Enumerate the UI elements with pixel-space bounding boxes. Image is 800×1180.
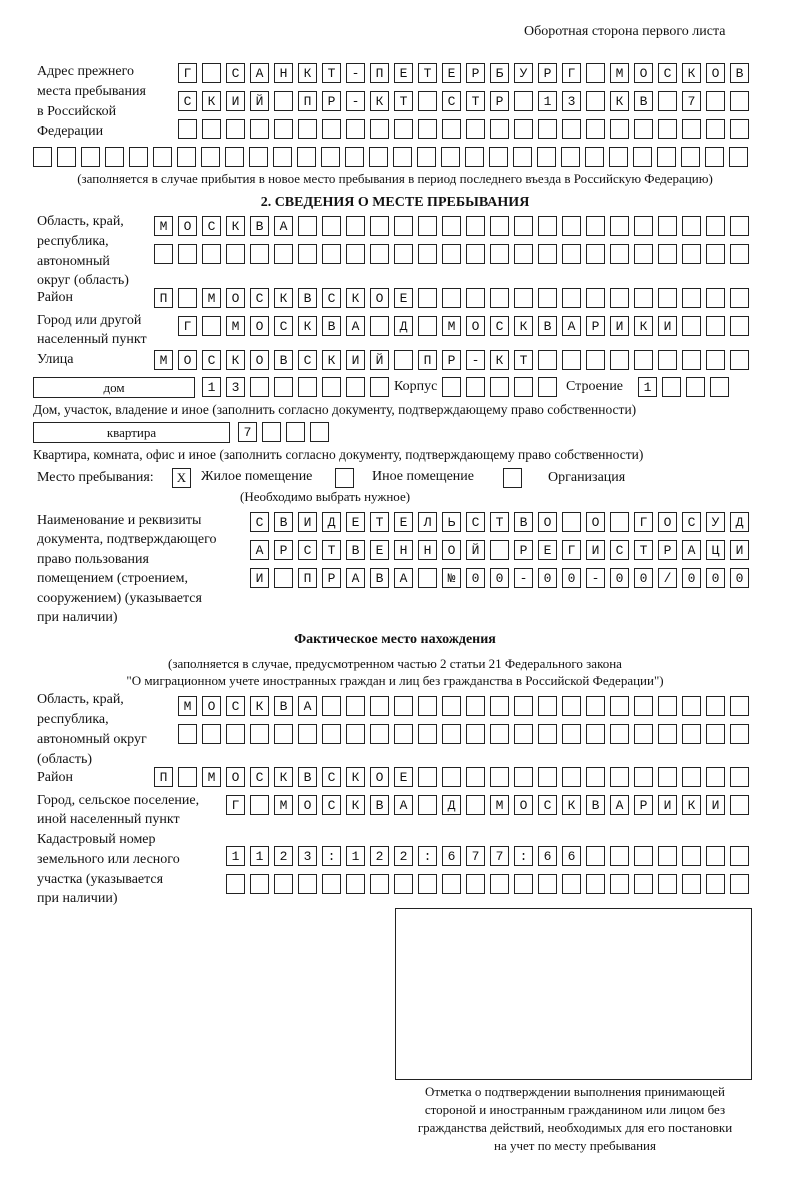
street-row-text: МОСКОВСКИЙ ПР-КТ	[159, 353, 544, 368]
prev-address-row-cell[interactable]	[249, 147, 268, 167]
city-row-text: Г МОСКВА Д МОСКВАРИКИ	[183, 319, 688, 334]
doc-label: документа, подтверждающего	[37, 532, 217, 547]
actual-region-row-cell[interactable]	[274, 724, 293, 744]
actual-region-row-cell[interactable]	[346, 724, 365, 744]
region-row-cell[interactable]	[346, 244, 365, 264]
prev-address-row-cell[interactable]	[129, 147, 148, 167]
cadastre-row-cell[interactable]	[538, 874, 557, 894]
checkbox-other-premises[interactable]	[335, 468, 354, 488]
document-row-text: СВИДЕТЕЛЬСТВО О ГОСУД	[255, 515, 760, 530]
korpus-row-cell[interactable]	[538, 377, 557, 397]
cadastre-row-cell[interactable]	[490, 874, 509, 894]
prev-address-row-cell[interactable]	[681, 147, 700, 167]
prev-address-row-cell[interactable]	[250, 119, 269, 139]
actual-district-label: Район	[37, 770, 73, 785]
actual-city-label: Город, сельское поселение,	[37, 793, 200, 808]
region-label: округ (область)	[37, 273, 129, 288]
prev-address-row-cell[interactable]	[730, 91, 749, 111]
region-row-cell[interactable]	[514, 244, 533, 264]
actual-district-row-text: П МОСКВСКОЕ	[159, 770, 424, 785]
actual-region-row-cell[interactable]	[490, 696, 509, 716]
region-row-cell[interactable]	[370, 244, 389, 264]
prev-address-row-cell[interactable]	[369, 147, 388, 167]
region-row-cell[interactable]	[490, 216, 509, 236]
actual-region-row-cell[interactable]	[202, 724, 221, 744]
prev-address-row-cell[interactable]	[490, 119, 509, 139]
region-row-cell[interactable]	[202, 244, 221, 264]
actual-region-row-cell[interactable]	[562, 696, 581, 716]
prev-address-row-cell[interactable]	[466, 119, 485, 139]
actual-region-row-cell[interactable]	[610, 696, 629, 716]
actual-region-row-cell[interactable]	[682, 724, 701, 744]
option-organization-label: Организация	[548, 470, 626, 485]
actual-note: (заполняется в случае, предусмотренном частью 2 статьи 21 Федерального закона	[168, 656, 622, 671]
actual-region-row-cell[interactable]	[706, 696, 725, 716]
actual-district-row-cell[interactable]	[658, 767, 677, 787]
actual-district-row-cell[interactable]	[634, 767, 653, 787]
street-row-cell[interactable]	[562, 350, 581, 370]
building-label: Строение	[566, 379, 624, 394]
actual-district-row-cell[interactable]	[514, 767, 533, 787]
cadastre-row-cell[interactable]	[226, 874, 245, 894]
street-row-cell[interactable]	[730, 350, 749, 370]
district-row-cell[interactable]	[538, 288, 557, 308]
cadastre-label: Кадастровый номер	[37, 832, 156, 847]
region-row-text: МОСКВА	[159, 219, 304, 234]
cadastre-row-cell[interactable]	[610, 874, 629, 894]
cadastre-row-cell[interactable]	[634, 874, 653, 894]
region-row-cell[interactable]	[154, 244, 173, 264]
prev-address-row-cell[interactable]	[514, 119, 533, 139]
cadastre-row-cell[interactable]	[322, 874, 341, 894]
actual-region-row-cell[interactable]	[226, 724, 245, 744]
actual-region-row-cell[interactable]	[514, 724, 533, 744]
house-number-row-cell[interactable]	[274, 377, 293, 397]
stamp-caption: на учет по месту пребывания	[494, 1138, 656, 1153]
actual-region-row-text: МОСКВА	[183, 699, 328, 714]
region-row-cell[interactable]	[466, 244, 485, 264]
region-row-cell[interactable]	[442, 216, 461, 236]
building-row-cell[interactable]	[710, 377, 729, 397]
region-row-cell[interactable]	[610, 244, 629, 264]
house-number-row-cell[interactable]	[346, 377, 365, 397]
city-row-cell[interactable]	[706, 316, 725, 336]
actual-city-label: иной населенный пункт	[37, 812, 180, 827]
region-row-cell[interactable]	[514, 216, 533, 236]
prev-address-row-cell[interactable]	[537, 147, 556, 167]
actual-district-row-cell[interactable]	[490, 767, 509, 787]
flat-number-row-cell[interactable]	[310, 422, 329, 442]
prev-address-row-cell[interactable]	[441, 147, 460, 167]
checkbox-organization[interactable]	[503, 468, 522, 488]
region-row-cell[interactable]	[658, 216, 677, 236]
actual-region-row-cell[interactable]	[610, 724, 629, 744]
cadastre-row-cell[interactable]	[442, 874, 461, 894]
region-row-cell[interactable]	[730, 244, 749, 264]
region-row-cell[interactable]	[178, 244, 197, 264]
region-row-cell[interactable]	[394, 244, 413, 264]
cadastre-row-cell[interactable]	[514, 874, 533, 894]
doc-label: при наличии)	[37, 610, 118, 625]
district-row-cell[interactable]	[730, 288, 749, 308]
flat-number-row-text: 7	[243, 425, 268, 440]
prev-address-label: Федерации	[37, 124, 104, 139]
actual-region-row-cell[interactable]	[658, 696, 677, 716]
region-row-cell[interactable]	[682, 244, 701, 264]
actual-district-row-cell[interactable]	[682, 767, 701, 787]
actual-region-row-cell[interactable]	[538, 696, 557, 716]
cadastre-label: земельного или лесного	[37, 852, 180, 867]
page-header: Оборотная сторона первого листа	[524, 24, 726, 39]
confirmation-stamp-box	[395, 908, 752, 1080]
prev-address-row-cell[interactable]	[657, 147, 676, 167]
prev-address-row-cell[interactable]	[562, 119, 581, 139]
korpus-row-cell[interactable]	[466, 377, 485, 397]
actual-district-row-cell[interactable]	[442, 767, 461, 787]
prev-address-row-cell[interactable]	[658, 119, 677, 139]
cadastre-row-cell[interactable]	[682, 874, 701, 894]
prev-address-row-cell[interactable]	[225, 147, 244, 167]
house-number-row-text: 13	[207, 380, 256, 395]
district-row-cell[interactable]	[634, 288, 653, 308]
cadastre-row-cell[interactable]	[418, 874, 437, 894]
actual-note: "О миграционном учете иностранных граждан и лиц без гражданства в Российской Федерации")	[126, 673, 664, 688]
doc-label: сооружением) (указывается	[37, 591, 202, 606]
actual-city-row-text: Г МОСКВА Д МОСКВАРИКИ	[231, 798, 736, 813]
street-row-cell[interactable]	[706, 350, 725, 370]
region-row-cell[interactable]	[418, 216, 437, 236]
actual-region-row-cell[interactable]	[538, 724, 557, 744]
cadastre-row-cell[interactable]	[706, 846, 725, 866]
cadastre-row-cell[interactable]	[370, 874, 389, 894]
prev-address-row-cell[interactable]	[585, 147, 604, 167]
prev-address-row-cell[interactable]	[33, 147, 52, 167]
prev-address-row-cell[interactable]	[178, 119, 197, 139]
street-row-cell[interactable]	[682, 350, 701, 370]
region-row-cell[interactable]	[562, 244, 581, 264]
doc-label: право пользования	[37, 552, 149, 567]
region-label: Область, край,	[37, 214, 124, 229]
actual-title: Фактическое место нахождения	[294, 632, 496, 647]
prev-address-row-cell[interactable]	[442, 119, 461, 139]
district-row-cell[interactable]	[586, 288, 605, 308]
prev-address-row-cell[interactable]	[465, 147, 484, 167]
cadastre-row-cell[interactable]	[634, 846, 653, 866]
prev-address-row-cell[interactable]	[610, 119, 629, 139]
actual-region-row-cell[interactable]	[298, 724, 317, 744]
cadastre-row-cell[interactable]	[658, 874, 677, 894]
house-number-row-cell[interactable]	[322, 377, 341, 397]
prev-address-label: места пребывания	[37, 84, 146, 99]
region-row-cell[interactable]	[490, 244, 509, 264]
stamp-caption: Отметка о подтверждении выполнения принимающей	[424, 1084, 726, 1099]
district-row-cell[interactable]	[466, 288, 485, 308]
stay-label: Место пребывания:	[37, 470, 154, 485]
actual-district-row-cell[interactable]	[586, 767, 605, 787]
option-other-premises-label: Иное помещение	[372, 469, 474, 484]
actual-district-row-cell[interactable]	[610, 767, 629, 787]
prev-address-label: Адрес прежнего	[37, 64, 134, 79]
region-row-cell[interactable]	[706, 244, 725, 264]
region-row-cell[interactable]	[658, 244, 677, 264]
prev-address-row-cell[interactable]	[321, 147, 340, 167]
district-label: Район	[37, 290, 73, 305]
prev-address-row-cell[interactable]	[394, 119, 413, 139]
region-row-cell[interactable]	[634, 244, 653, 264]
region-row-cell[interactable]	[682, 216, 701, 236]
actual-region-row-cell[interactable]	[466, 696, 485, 716]
cadastre-row-cell[interactable]	[682, 846, 701, 866]
stay-note: (Необходимо выбрать нужное)	[240, 489, 411, 504]
district-row-cell[interactable]	[490, 288, 509, 308]
korpus-row-cell[interactable]	[442, 377, 461, 397]
korpus-row-cell[interactable]	[490, 377, 509, 397]
actual-region-row-cell[interactable]	[634, 724, 653, 744]
actual-region-row-cell[interactable]	[562, 724, 581, 744]
cadastre-row-cell[interactable]	[730, 846, 749, 866]
region-row-cell[interactable]	[730, 216, 749, 236]
actual-region-row-cell[interactable]	[250, 724, 269, 744]
actual-region-row-cell[interactable]	[466, 724, 485, 744]
prev-address-row-cell[interactable]	[586, 119, 605, 139]
region-row-cell[interactable]	[586, 216, 605, 236]
house-number-row-cell[interactable]	[370, 377, 389, 397]
region-label: республика,	[37, 234, 109, 249]
cadastre-row-text: 1123:122:677:66	[231, 849, 592, 864]
prev-address-row-cell[interactable]	[682, 119, 701, 139]
actual-region-label: Область, край,	[37, 692, 124, 707]
actual-region-row-cell[interactable]	[634, 696, 653, 716]
region-row-cell[interactable]	[346, 216, 365, 236]
cadastre-row-cell[interactable]	[250, 874, 269, 894]
flat-note: Квартира, комната, офис и иное (заполнить согласно документу, подтверждающему право собственности)	[33, 447, 644, 462]
region-row-cell[interactable]	[322, 216, 341, 236]
actual-region-row-cell[interactable]	[586, 724, 605, 744]
doc-label: Наименование и реквизиты	[37, 513, 202, 528]
cadastre-row-cell[interactable]	[730, 874, 749, 894]
city-row-cell[interactable]	[730, 316, 749, 336]
cadastre-row-cell[interactable]	[274, 874, 293, 894]
region-row-cell[interactable]	[706, 216, 725, 236]
region-row-cell[interactable]	[250, 244, 269, 264]
district-row-text: П МОСКВСКОЕ	[159, 291, 424, 306]
street-row-cell[interactable]	[610, 350, 629, 370]
prev-address-row-cell[interactable]	[418, 119, 437, 139]
actual-region-row-cell[interactable]	[586, 696, 605, 716]
cadastre-row-cell[interactable]	[706, 874, 725, 894]
district-row-cell[interactable]	[442, 288, 461, 308]
cadastre-row-cell[interactable]	[298, 874, 317, 894]
flat-number-row-cell[interactable]	[286, 422, 305, 442]
region-row-cell[interactable]	[586, 244, 605, 264]
prev-address-row-cell[interactable]	[273, 147, 292, 167]
region-row-cell[interactable]	[610, 216, 629, 236]
district-row-cell[interactable]	[682, 288, 701, 308]
prev-address-row-cell[interactable]	[513, 147, 532, 167]
region-row-cell[interactable]	[466, 216, 485, 236]
document-row-text: АРСТВЕННОЙ РЕГИСТРАЦИ	[255, 543, 760, 558]
cadastre-row-cell[interactable]	[394, 874, 413, 894]
actual-region-label: автономный округ	[37, 732, 147, 747]
house-number-row-cell[interactable]	[298, 377, 317, 397]
prev-address-row-cell[interactable]	[706, 119, 725, 139]
prev-address-row-cell[interactable]	[393, 147, 412, 167]
prev-address-row-cell[interactable]	[705, 147, 724, 167]
region-row-cell[interactable]	[394, 216, 413, 236]
prev-address-row-cell[interactable]	[297, 147, 316, 167]
actual-region-row-cell[interactable]	[394, 724, 413, 744]
region-row-cell[interactable]	[322, 244, 341, 264]
prev-address-row-cell[interactable]	[561, 147, 580, 167]
actual-region-row-cell[interactable]	[442, 724, 461, 744]
cadastre-row-cell[interactable]	[466, 874, 485, 894]
prev-address-row-cell[interactable]	[274, 119, 293, 139]
doc-label: помещением (строением,	[37, 571, 188, 586]
street-label: Улица	[37, 352, 74, 367]
cadastre-label: при наличии)	[37, 891, 118, 906]
region-row-cell[interactable]	[298, 244, 317, 264]
street-row-cell[interactable]	[658, 350, 677, 370]
prev-address-row-cell[interactable]	[105, 147, 124, 167]
prev-address-row-cell[interactable]	[346, 119, 365, 139]
prev-address-row-cell[interactable]	[202, 119, 221, 139]
building-row-cell[interactable]	[686, 377, 705, 397]
prev-address-row-cell[interactable]	[489, 147, 508, 167]
region-row-cell[interactable]	[562, 216, 581, 236]
prev-address-row-text: СКИЙ ПР-КТ СТР 13 КВ 7	[183, 94, 712, 109]
prev-address-row-cell[interactable]	[201, 147, 220, 167]
prev-address-note: (заполняется в случае прибытия в новое место пребывания в период последнего въезда в Российскую Федерацию)	[77, 171, 713, 186]
option-residential-label: Жилое помещение	[201, 469, 313, 484]
actual-region-row-cell[interactable]	[418, 724, 437, 744]
actual-region-row-cell[interactable]	[682, 696, 701, 716]
cadastre-row-cell[interactable]	[610, 846, 629, 866]
actual-region-row-cell[interactable]	[706, 724, 725, 744]
region-row-cell[interactable]	[538, 244, 557, 264]
city-label: Город или другой	[37, 313, 142, 328]
actual-region-row-cell[interactable]	[730, 696, 749, 716]
cadastre-row-cell[interactable]	[586, 874, 605, 894]
actual-region-row-cell[interactable]	[346, 696, 365, 716]
prev-address-row-cell[interactable]	[370, 119, 389, 139]
flat-type-field[interactable]: квартира	[33, 422, 230, 443]
city-label: населенный пункт	[37, 332, 147, 347]
region-row-cell[interactable]	[226, 244, 245, 264]
actual-region-row-cell[interactable]	[658, 724, 677, 744]
cadastre-row-cell[interactable]	[562, 874, 581, 894]
cadastre-row-cell[interactable]	[346, 874, 365, 894]
actual-district-row-cell[interactable]	[706, 767, 725, 787]
district-row-cell[interactable]	[706, 288, 725, 308]
prev-address-label: в Российской	[37, 104, 117, 119]
prev-address-row-cell[interactable]	[730, 119, 749, 139]
region-row-cell[interactable]	[274, 244, 293, 264]
prev-address-row-cell[interactable]	[609, 147, 628, 167]
prev-address-row-cell[interactable]	[81, 147, 100, 167]
korpus-row-cell[interactable]	[514, 377, 533, 397]
actual-region-row-cell[interactable]	[490, 724, 509, 744]
actual-district-row-cell[interactable]	[466, 767, 485, 787]
actual-district-row-cell[interactable]	[562, 767, 581, 787]
prev-address-row-cell[interactable]	[322, 119, 341, 139]
actual-region-row-cell[interactable]	[730, 724, 749, 744]
actual-region-row-cell[interactable]	[418, 696, 437, 716]
house-note: Дом, участок, владение и иное (заполнить согласно документу, подтверждающему право собственности)	[33, 402, 637, 417]
region-row-cell[interactable]	[418, 244, 437, 264]
actual-region-row-cell[interactable]	[442, 696, 461, 716]
document-row-text: И ПРАВА №00-00-00/000	[255, 571, 760, 586]
cadastre-label: участка (указывается	[37, 872, 164, 887]
actual-region-label: республика,	[37, 712, 109, 727]
cadastre-row-cell[interactable]	[658, 846, 677, 866]
building-row-text: 1	[643, 380, 668, 395]
korpus-label: Корпус	[394, 379, 438, 394]
district-row-cell[interactable]	[562, 288, 581, 308]
prev-address-row-cell[interactable]	[298, 119, 317, 139]
actual-region-row-cell[interactable]	[370, 724, 389, 744]
prev-address-row-cell[interactable]	[633, 147, 652, 167]
actual-region-row-cell[interactable]	[178, 724, 197, 744]
prev-address-row-cell[interactable]	[538, 119, 557, 139]
street-row-cell[interactable]	[634, 350, 653, 370]
actual-region-row-cell[interactable]	[394, 696, 413, 716]
prev-address-row-cell[interactable]	[634, 119, 653, 139]
section2-title: 2. СВЕДЕНИЯ О МЕСТЕ ПРЕБЫВАНИЯ	[260, 195, 530, 210]
actual-region-row-cell[interactable]	[370, 696, 389, 716]
region-row-cell[interactable]	[538, 216, 557, 236]
house-type-field[interactable]: дом	[33, 377, 195, 398]
prev-address-row-cell[interactable]	[57, 147, 76, 167]
prev-address-row-cell[interactable]	[226, 119, 245, 139]
region-row-cell[interactable]	[370, 216, 389, 236]
prev-address-row-cell[interactable]	[729, 147, 748, 167]
district-row-cell[interactable]	[658, 288, 677, 308]
checkbox-residential[interactable]: X	[172, 468, 191, 488]
actual-region-row-cell[interactable]	[322, 724, 341, 744]
actual-district-row-cell[interactable]	[538, 767, 557, 787]
region-row-cell[interactable]	[442, 244, 461, 264]
stamp-caption: стороной и иностранным гражданином или лицом без	[424, 1102, 726, 1117]
prev-address-row-cell[interactable]	[417, 147, 436, 167]
region-row-cell[interactable]	[634, 216, 653, 236]
district-row-cell[interactable]	[514, 288, 533, 308]
region-label: автономный	[37, 254, 110, 269]
actual-district-row-cell[interactable]	[730, 767, 749, 787]
prev-address-row-cell[interactable]	[177, 147, 196, 167]
prev-address-row-cell[interactable]	[153, 147, 172, 167]
prev-address-row-cell[interactable]	[345, 147, 364, 167]
district-row-cell[interactable]	[610, 288, 629, 308]
prev-address-row-text: Г САНКТ-ПЕТЕРБУРГ МОСКОВ	[183, 66, 760, 81]
street-row-cell[interactable]	[586, 350, 605, 370]
actual-region-label: (область)	[37, 752, 93, 767]
actual-region-row-cell[interactable]	[514, 696, 533, 716]
stamp-caption: гражданства действий, необходимых для его постановки	[417, 1120, 733, 1135]
